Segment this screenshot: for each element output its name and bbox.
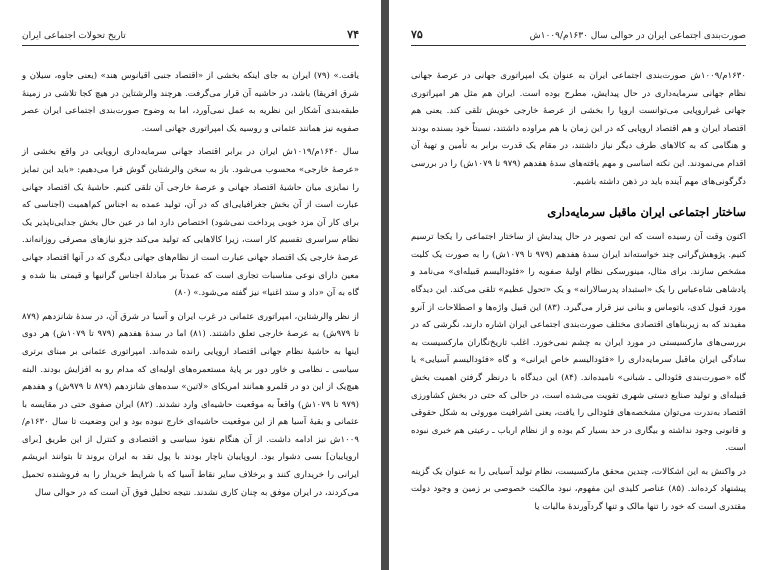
left-paragraph-2: سال ۱۶۴۰م/۱۰۱۹ش ایران در برابر اقتصاد جهانی سرمایه‌داری اروپایی در واقع بخشی از «عرصهٔ خارجی» محسوب می‌شود. باز به سخن والرشتاین گوش فرا می‌دهیم: «باید این تمایز را نمایزی میان حاشیهٔ اقتصاد جهانی و عرصهٔ خارجی آن تلقی کنیم. حاشیهٔ یک اقتصاد جهانی عبارت است از آن بخش جغرافیایی‌ای که در آن، تولید عمده به اجناس کم‌اهمیت (اجناسی که برای کار آن مزد خوبی پرداخت نمی‌شود) اختصاص دارد اما در عین حال بخش جدایی‌ناپذیر یک نظام سراسری تقسیم کار است، زیرا کالاهایی که تولید می‌کند جزو نیازهای مصرفی روزانه‌اند. عرصهٔ خارجی یک اقتصاد جهانی عبارت است از نظام‌های جهانی دیگری که در آنها اقتصاد جهانی معین دارای نوعی مناسبات تجاری است که عمدتاً بر مبادلهٔ اجناس گرانبها و قیمتی بنا شده و گاه به آن «داد و ستد اغنیا» نیز گفته می‌شود.» (۸۰): [22, 147, 359, 299]
right-page-number: ۷۵: [411, 28, 423, 41]
book-gutter: [381, 0, 389, 570]
right-section-paragraph-1: اکنون وقت آن رسیده است که این تصویر در حال پیدایش از ساختار اجتماعی را یکجا ترسیم کنیم. پژوهش‌گرانی چند خواسته‌اند ایران سدهٔ هفدهم (۹۷۹ تا ۱۰۷۹ش) را به صورت یک کلیت مشخص سازند. برای مثال، مینورسکی نظام اولیهٔ صفویه را «فئودالیسم قبیله‌ای» می‌نامد و پادشاهی شاه‌عباس را یک «استبداد پدرسالارانه» و یک «تحول عظیم» تلقی می‌کند. این دیدگاه مورد قبول کدی، باتوماس و بنانی نیز قرار می‌گیرد. (۸۳) این قبیل واژه‌ها و اصطلاحات از آنرو مفیدند که به زیربناهای اقتصادی مختلف صورت‌بندی اجتماعی ایران اشاره دارند، نگرشی که در بررسی‌های مارکسیستی در مورد ایران به چشم نمی‌خورد. اغلب تاریخ‌نگاران مارکسیست به سادگی ایران ماقبل سرمایه‌داری را «فئودالیسم خاص ایرانی» و گاه «فئودالیسم آسیایی» یا گاه «صورت‌بندی فئودالی ـ شبانی» نامیده‌اند. (۸۴) این دیدگاه با درنظر گرفتن اهمیت بخش قبیله‌ای و تولید صنایع دستی شهری تقویت می‌شده است، در حالی که حتی در بخش کشاورزی اقتصاد به‌ندرت می‌توان مشخصه‌های فئودالی را یافت، یعنی اشرافیت موروثی به شکل حقوقی و قانونی وجود نداشته و بیگاری در حد بسیار کم بوده و از نظام ارباب ـ رعیتی هم خبری نبوده است.: [411, 232, 746, 454]
right-section-text: [411, 229, 746, 517]
left-running-title: تاریخ تحولات اجتماعی ایران: [22, 31, 126, 41]
right-section-paragraph-2: در واکنش به این اشکالات، چندین محقق مارکسیست، نظام تولید آسیایی را به عنوان یک گزینه پیشنهاد کرده‌اند. (۸۵) عناصر کلیدی این مفهوم، نبود مالکیت خصوصی بر زمین و وجود دولت مقتدری است که خود را تنها مالک و تنها گردآورندهٔ مالیات یا: [411, 466, 747, 513]
right-running-title: صورت‌بندی اجتماعی ایران در حوالی سال ۱۶۳۰م/۱۰۰۹ش: [529, 31, 746, 41]
left-head-rule: [22, 45, 359, 46]
left-paragraph-3: از نظر والرشتاین، امپراتوری عثمانی در غرب ایران و آسیا در شرق آن، در سدهٔ شانزدهم (۸۷۹ تا ۹۷۹ش) به عرصهٔ خارجی تعلق داشتند. (۸۱) اما در سدهٔ هفدهم (۹۷۹ تا ۱۰۷۹ش) هر دوی اینها به حاشیهٔ نظام جهانی اقتصاد اروپایی رانده شده‌اند. امپراتوری عثمانی بر مبنای برتری سیاسی ـ نظامی و خاور دور بر پایهٔ مستعمره‌های اولیه‌ای که مدام رو به افزایش بودند. البته هیچ‌یک از این دو در قلمرو همانند امریکای «لاتین» سده‌های شانزدهم (۸۷۹ تا ۹۷۹ش) و هفدهم (۹۷۹ تا ۱۰۷۹ش) واقعاً به موقعیت حاشیه‌ای وارد نشدند. (۸۲) ایران صفوی حتی در مقایسه با عثمانی و بقیهٔ آسیا هم از این موقعیت حاشیه‌ای خارج نبوده بود و این وضعیت تا سال ۱۶۳۰م/۱۰۰۹ش نیز ادامه داشت. از آن هنگام نفوذ سیاسی و اقتصادی و کنترل از این طریق [برای اروپاییان] بسی دشوار بود. اروپاییان ناچار بودند با پول نقد به ایران بروند تا بتوانند ابریشم ایرانی را خریداری کنند و برخلاف سایر نقاط آسیا که با شرایط خریدار را به فروشنده تحمیل می‌کردند، در ایران موفق به چنان کاری نشدند. نتیجه تحلیل فوق آن است که در حوالی سال: [22, 311, 359, 498]
left-paragraph-1: یافت.» (۷۹) ایران به جای اینکه بخشی از «اقتصاد جنبی اقیانوس هند» (یعنی جاوه، سیلان و شرق افریقا) باشد، در حاشیه آن قرار می‌گرفت. هرچند والرشتاین در هیچ کجا تلاشی در زمینهٔ طبقه‌بندی آشکار این نظریه به عمل نمی‌آورد، اما به وضوح صورت‌بندی اجتماعی ایران عصر صفویه نیز همانند عثمانی و روسیه یک امپراتوری جهانی است.: [22, 71, 359, 134]
left-page-number: ۷۴: [347, 28, 359, 41]
right-running-head: [411, 28, 746, 41]
right-head-rule: [411, 45, 746, 46]
left-body-text: [22, 68, 359, 502]
right-body-text: [411, 68, 746, 191]
left-page: [0, 0, 381, 570]
left-running-head: [22, 28, 359, 41]
section-heading: ساختار اجتماعی ایران ماقبل سرمایه‌داری: [547, 205, 746, 220]
right-paragraph-1: ۱۶۳۰م/۱۰۰۹ش صورت‌بندی اجتماعی ایران به عنوان یک امپراتوری جهانی در عرصهٔ جهانی نظام جهانی سرمایه‌داری در حال پیدایش، مطرح بوده است. ایران هم مثل هر امپراتوری جهانی غیراروپایی می‌توانست اروپا را بخشی از عرصهٔ خارجی خویش تلقی کند. یعنی هم اقتصاد ایران و هم اقتصاد اروپایی که در این زمان با هم مراوده داشتند، نسبتاً خود بسنده بودند و هنگامی که به کالاهای طرف دیگر نیاز داشتند، در مقام یک قدرت برابر به تأمین و تهیهٔ آن اقدام می‌نمودند. این نکته اساسی و مهم یافته‌های سدهٔ هفدهم (۹۷۹ تا ۱۰۷۹ش) را در بررسی دگرگونی‌های مهم آینده باید در ذهن داشته باشیم.: [411, 71, 746, 187]
right-page: [389, 0, 768, 570]
